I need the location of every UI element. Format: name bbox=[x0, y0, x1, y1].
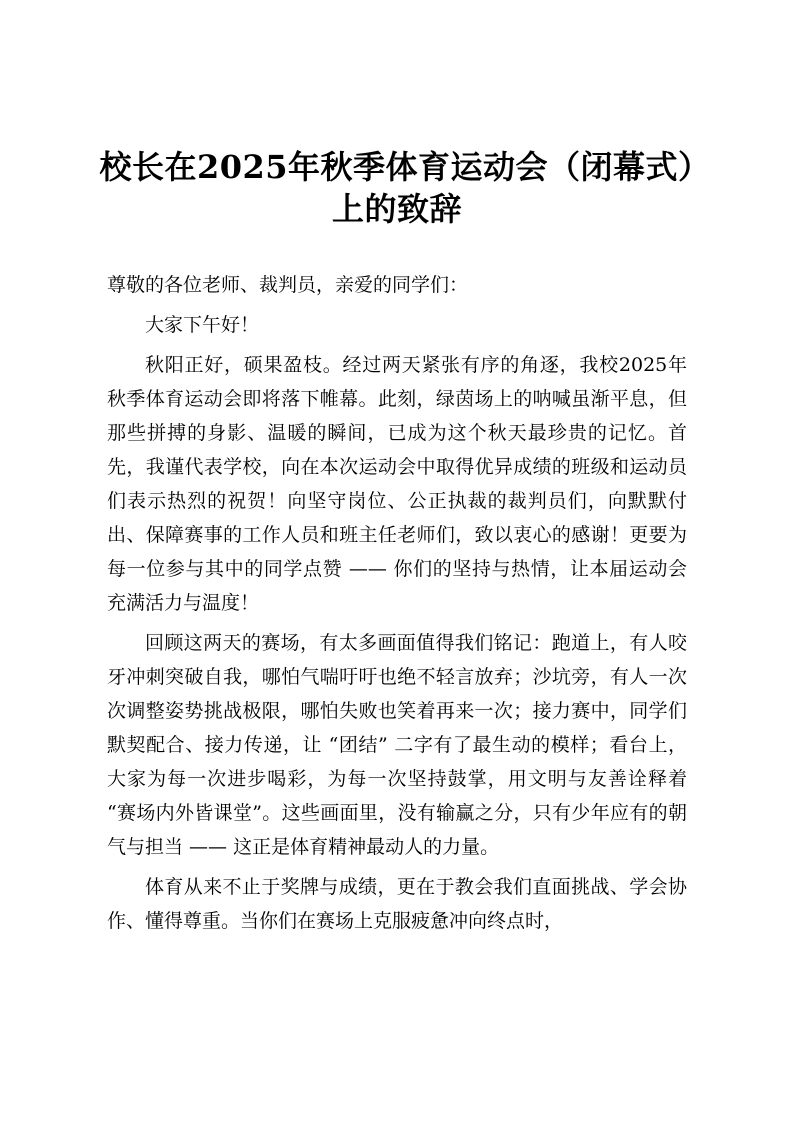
salutation: 尊敬的各位老师、裁判员，亲爱的同学们： bbox=[107, 274, 469, 296]
paragraph-significance: 体育从来不止于奖牌与成绩，更在于教会我们直面挑战、学会协作、懂得尊重。当你们在赛场上克服疲惫冲向终点时， bbox=[107, 876, 687, 932]
paragraph-review: 回顾这两天的赛场，有太多画面值得我们铭记：跑道上，有人咬牙冲刺突破自我，哪怕气喘吁吁也绝不轻言放弃；沙坑旁，有人一次次调整姿势挑战极限，哪怕失败也笑着再来一次；接力赛中，同学们默契配合、接力传递，让 “团结” 二字有了最生动的模样；看台上，大家为每一次进步喝彩，为每一次坚持鼓掌，用文明与友善诠释着 “赛场内外皆课堂”。这些画面里，没有输赢之分，只有少年应有的朝气与担当 —— 这正是体育精神最动人的力量。 bbox=[107, 632, 687, 858]
document-title: 校长在2025年秋季体育运动会（闭幕式）上的致辞 bbox=[99, 148, 695, 228]
paragraph-opening: 秋阳正好，硕果盈枝。经过两天紧张有序的角逐，我校2025年秋季体育运动会即将落下帷幕。此刻，绿茵场上的呐喊虽渐平息，但那些拼搏的身影、温暖的瞬间，已成为这个秋天最珍贵的记忆。首先，我谨代表学校，向在本次运动会中取得优异成绩的班级和运动员们表示热烈的祝贺！向坚守岗位、公正执裁的裁判员们，向默默付出、保障赛事的工作人员和班主任老师们，致以衷心的感谢！更要为每一位参与其中的同学点赞 —— 你们的坚持与热情，让本届运动会充满活力与温度！ bbox=[107, 354, 687, 614]
paragraph-greeting: 大家下午好！ bbox=[145, 314, 260, 336]
document-body bbox=[107, 268, 687, 944]
